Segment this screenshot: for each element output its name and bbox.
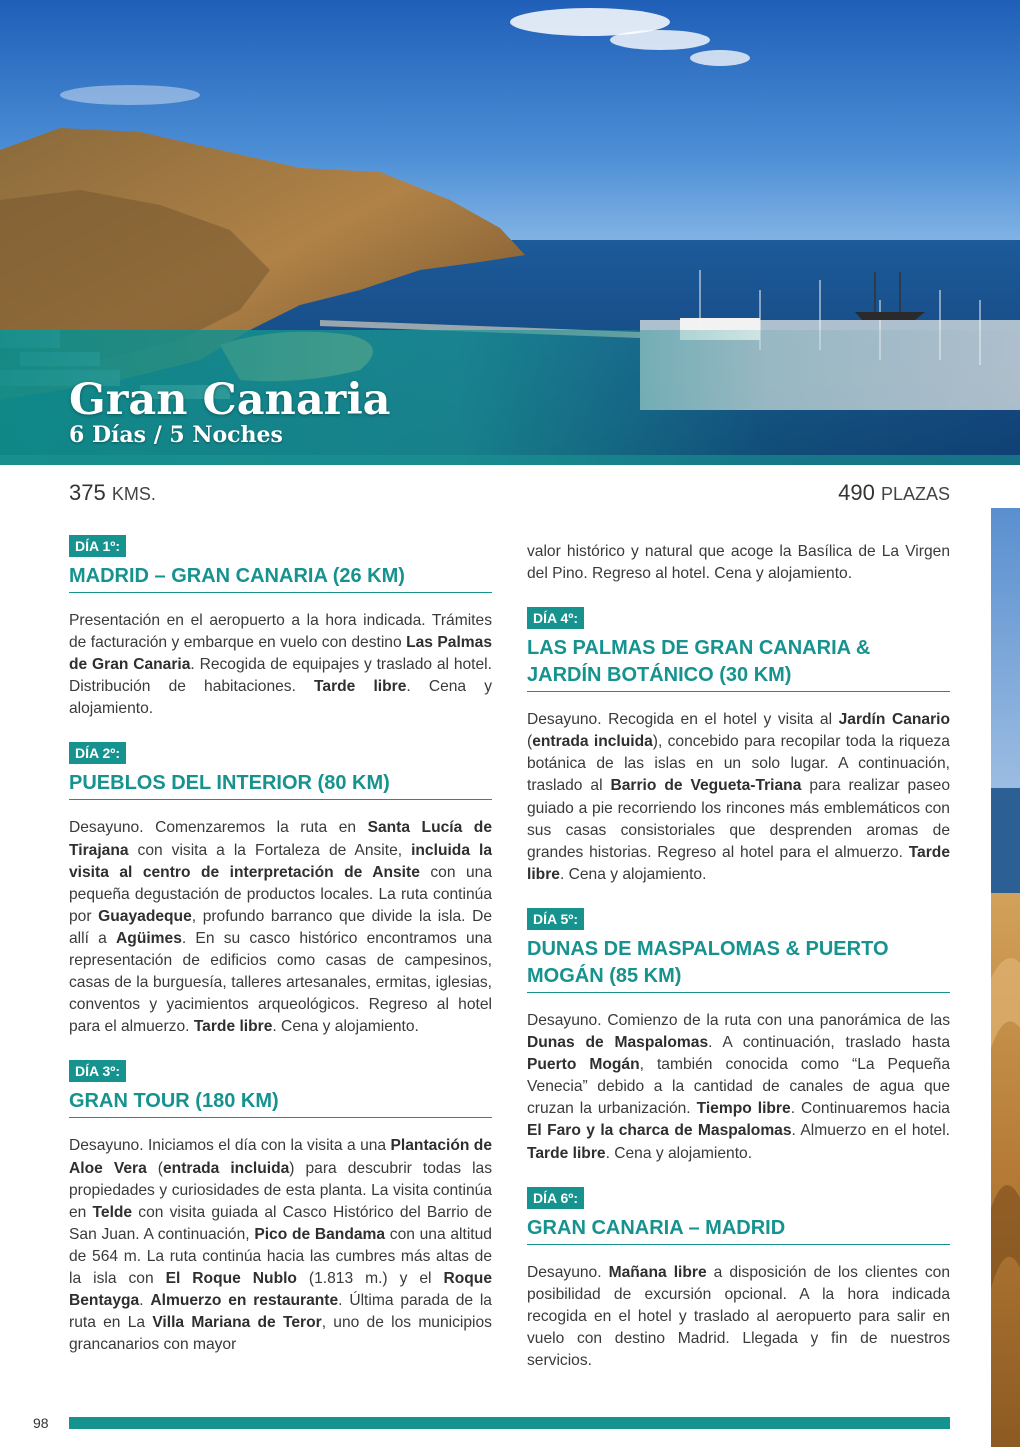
body-text: a disposición de los clientes con posibilidad de excursión opcional. A la hora indicada recogida en el hotel y traslado al aeropuerto para salir en vuelo con destino Madrid. Llegada y fin de nuestros servicios.	[527, 1263, 950, 1369]
highlight-text: Las Palmas de Gran Canaria	[69, 634, 492, 674]
body-text: . Última parada de la ruta en La	[69, 1292, 492, 1332]
day-2-section	[69, 742, 492, 1038]
body-text: Desayuno. Iniciamos el día con la visita a una	[69, 1137, 391, 1155]
day-badge: DÍA 1º:	[69, 535, 126, 557]
itinerary-right-column	[527, 541, 950, 1394]
seats-unit: PLAZAS	[880, 484, 950, 504]
body-text: Desayuno. Comenzaremos la ruta en	[69, 819, 368, 837]
body-text: . Almuerzo en el hotel.	[791, 1122, 951, 1140]
distance-stat	[69, 479, 156, 508]
body-text: . Continuaremos hacia	[790, 1100, 950, 1118]
body-text: , uno de los municipios grancanarios con mayor	[69, 1314, 492, 1354]
highlight-text: Plantación de Aloe Vera	[69, 1137, 493, 1177]
body-text: , también conocida como “La Pequeña Venecia” debido a la cantidad de canales de agua que cruzan la urbanización.	[527, 1056, 950, 1118]
body-text: . Cena y alojamiento.	[272, 1018, 419, 1036]
body-text: Desayuno.	[527, 1263, 609, 1281]
side-photo-strip	[991, 508, 1020, 1447]
highlight-text: El Faro y la charca de Maspalomas	[527, 1122, 792, 1140]
body-text: . A continuación, traslado hasta	[708, 1034, 950, 1052]
day-title: DUNAS DE MASPALOMAS & PUERTO MOGÁN (85 KM)	[527, 936, 950, 993]
highlight-text: Dunas de Maspalomas	[527, 1034, 709, 1052]
body-text: . Cena y alojamiento.	[605, 1144, 753, 1162]
body-text: , profundo barranco que divide la isla. De allí a	[69, 907, 493, 947]
highlight-text: Barrio de Vegueta-Triana	[610, 777, 802, 795]
day-title: LAS PALMAS DE GRAN CANARIA & JARDÍN BOTÁNICO (30 KM)	[527, 635, 950, 692]
seats-stat	[838, 479, 950, 508]
itinerary-left-column	[69, 535, 492, 1378]
day-title: PUEBLOS DEL INTERIOR (80 KM)	[69, 770, 492, 800]
day-badge: DÍA 4º:	[527, 607, 584, 629]
day-description	[527, 709, 950, 886]
highlight-text: incluida la visita al centro de interpretación de Ansite	[69, 841, 492, 881]
day-badge: DÍA 2º:	[69, 742, 126, 764]
body-text: . En su casco histórico encontramos una representación de edificios como casas de campesinos, casas de la burguesía, talleres artesanales, ermitas, iglesias, conventos y yacimientos arqueológicos. Regreso al hotel para el almuerzo.	[69, 929, 492, 1036]
footer-accent-bar	[69, 1417, 950, 1429]
highlight-text: Tarde libre	[527, 843, 950, 883]
highlight-text: Tarde libre	[193, 1018, 273, 1036]
body-text: para realizar paseo guiado a pie recorriendo los rincones más emblemáticos con sus casas consistoriales que desprenden aromas de grandes historias. Regreso al hotel para el almuerzo.	[527, 777, 950, 861]
body-text: . Recogida de equipajes y traslado al hotel. Distribución de habitaciones.	[69, 656, 492, 696]
day-badge: DÍA 6º:	[527, 1187, 584, 1209]
trip-duration: 6 Días / 5 Noches	[69, 422, 283, 448]
body-text: (	[146, 1159, 163, 1177]
highlight-text: Tarde libre	[314, 678, 407, 696]
highlight-text: Villa Mariana de Teror	[152, 1314, 322, 1332]
highlight-text: Tiempo libre	[696, 1100, 791, 1118]
highlight-text: Telde	[92, 1203, 133, 1221]
day-description	[69, 610, 492, 720]
body-text: Presentación en el aeropuerto a la hora indicada. Trámites de facturación y embarque en vuelo con destino	[69, 612, 492, 652]
body-text: . Cena y alojamiento.	[559, 865, 707, 883]
body-text: ), concebido para recopilar toda la riqueza botánica de las islas en un solo lugar. A continuación, traslado al	[527, 733, 950, 795]
day-description	[527, 1010, 950, 1165]
body-text: (	[527, 733, 533, 751]
day-badge: DÍA 3º:	[69, 1060, 126, 1082]
highlight-text: entrada incluida	[532, 733, 653, 751]
day-description	[527, 1262, 950, 1372]
day-title: GRAN CANARIA – MADRID	[527, 1215, 950, 1245]
destination-title: Gran Canaria	[69, 375, 391, 425]
highlight-text: Mañana libre	[608, 1263, 707, 1281]
body-text: ) para descubrir todas las propiedades y curiosidades de esta planta. La visita continúa en	[69, 1159, 492, 1221]
day-1-section	[69, 535, 492, 720]
seats-value: 490	[838, 480, 875, 505]
body-text: con visita a la Fortaleza de Ansite,	[128, 841, 412, 859]
day-4-section	[527, 607, 950, 886]
highlight-text: El Roque Nublo	[165, 1269, 297, 1287]
body-text: con una pequeña degustación de productos locales. La ruta continúa por	[69, 863, 492, 925]
body-text: con una altitud de 564 m. La ruta continúa hacia las cumbres más altas de la isla con	[69, 1225, 492, 1287]
highlight-text: Puerto Mogán	[527, 1056, 640, 1074]
body-text: . Cena y alojamiento.	[69, 678, 492, 718]
body-text: Desayuno. Comienzo de la ruta con una panorámica de las	[527, 1011, 950, 1029]
highlight-text: Guayadeque	[98, 907, 192, 925]
highlight-text: Pico de Bandama	[254, 1225, 386, 1243]
body-text: con visita guiada al Casco Histórico del Barrio de San Juan. A continuación,	[69, 1203, 492, 1243]
day-badge: DÍA 5º:	[527, 908, 584, 930]
highlight-text: Jardín Canario	[838, 711, 950, 729]
highlight-text: entrada incluida	[163, 1159, 290, 1177]
highlight-text: Tarde libre	[527, 1144, 606, 1162]
day-description	[69, 817, 492, 1038]
highlight-text: Roque Bentayga	[69, 1269, 492, 1310]
body-text: Desayuno. Recogida en el hotel y visita al	[527, 711, 839, 729]
day-title: GRAN TOUR (180 KM)	[69, 1088, 492, 1118]
day-3-section	[69, 1060, 492, 1356]
day-5-section	[527, 908, 950, 1165]
hero-image	[0, 0, 1020, 465]
highlight-text: Santa Lucía de Tirajana	[69, 819, 492, 859]
body-text: (1.813 m.) y el	[296, 1269, 444, 1287]
page-number: 98	[33, 1415, 49, 1431]
day-3-continuation: valor histórico y natural que acoge la Basílica de La Virgen del Pino. Regreso al hotel. Cena y alojamiento.	[527, 543, 950, 583]
body-text: .	[139, 1292, 151, 1310]
day-description	[69, 1135, 492, 1356]
highlight-text: Almuerzo en restaurante	[150, 1292, 339, 1310]
distance-unit: KMS.	[111, 484, 156, 504]
distance-value: 375	[69, 480, 106, 505]
day-title: MADRID – GRAN CANARIA (26 KM)	[69, 563, 492, 593]
day-6-section	[527, 1187, 950, 1372]
highlight-text: Agüimes	[116, 929, 182, 947]
